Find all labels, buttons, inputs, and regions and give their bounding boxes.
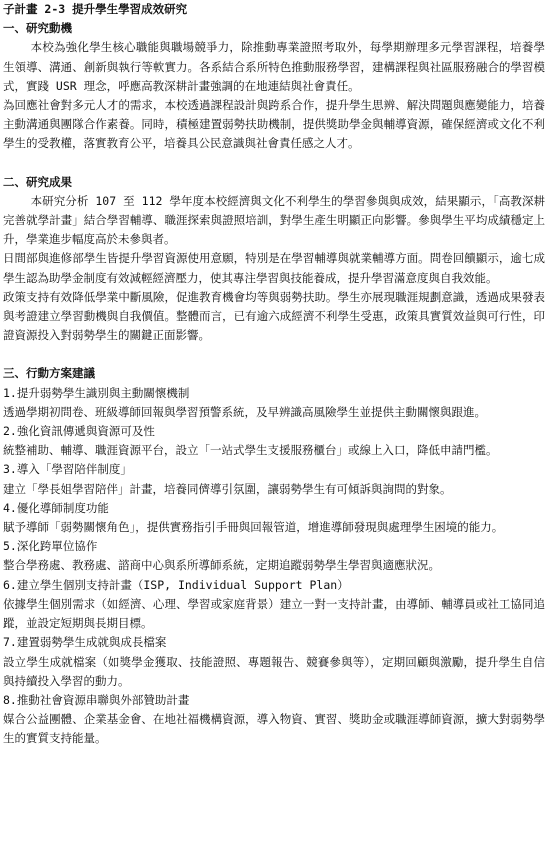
action-item [3, 422, 545, 460]
action-item-body: 透過學期初問卷、班級導師回報與學習預警系統，及早辨識高風險學生並提供主動關懷與跟進。 [3, 404, 486, 419]
spacer [3, 345, 545, 364]
action-item-body: 整合學務處、教務處、諮商中心與系所導師系統，定期追蹤弱勢學生學習與適應狀況。 [3, 558, 440, 573]
section-heading-results: 二、研究成果 [3, 174, 72, 189]
section-heading-motivation: 一、研究動機 [3, 21, 72, 36]
action-item-title: 6.建立學生個別支持計畫（ISP, Individual Support Plan） [3, 577, 349, 592]
action-item-body: 統整補助、輔導、職涯資源平台，設立「一站式學生支援服務櫃台」或線上入口，降低申請門檻。 [3, 443, 498, 458]
section-heading-actions: 三、行動方案建議 [3, 366, 95, 381]
action-item-title: 4.優化導師制度功能 [3, 500, 109, 515]
action-item-body: 建立「學長姐學習陪伴」計畫，培養同儕導引氛圍，讓弱勢學生有可傾訴與詢問的對象。 [3, 481, 452, 496]
results-paragraph-3: 政策支持有效降低學業中斷風險，促進教育機會均等與弱勢扶助。學生亦展現職涯規劃意識，透過成果發表與考證建立學習動機與自我價值。整體而言，已有逾六成經濟不利學生受惠，政策具實質效益與可行性，印證資源投入對弱勢學生的關鍵正面影響。 [3, 289, 545, 343]
action-item [3, 384, 545, 422]
action-item [3, 537, 545, 575]
action-item-body: 設立學生成就檔案（如獎學金獲取、技能證照、專題報告、競賽參與等），定期回顧與激勵，提升學生自信與持續投入學習的動力。 [3, 654, 545, 688]
action-item-body: 依據學生個別需求（如經濟、心理、學習或家庭背景）建立一對一支持計畫，由導師、輔導員或社工協同追蹤，並設定短期與長期目標。 [3, 596, 545, 631]
action-item-title: 8.推動社會資源串聯與外部贊助計畫 [3, 692, 190, 707]
action-item-title: 1.提升弱勢學生識別與主動關懷機制 [3, 385, 190, 400]
action-item-title: 2.強化資訊傳遞與資源可及性 [3, 424, 155, 439]
action-item-title: 7.建置弱勢學生成就與成長檔案 [3, 635, 167, 650]
action-item [3, 633, 545, 691]
action-item-body: 賦予導師「弱勢關懷角色」，提供實務指引手冊與回報管道，增進導師發現與處理學生困境的能力。 [3, 520, 504, 535]
action-item-title: 5.深化跨單位協作 [3, 539, 98, 554]
spacer [3, 154, 545, 173]
motivation-paragraph-2: 為回應社會對多元人才的需求，本校透過課程設計與跨系合作，提升學生思辨、解決問題與應變能力，培養主動溝通與團隊合作素養。同時，積極建置弱勢扶助機制，提供獎助學金與輔導資源，確保經濟或文化不利學生的受教權，落實教育公平，培養具公民意識與社會責任感之人才。 [3, 98, 545, 151]
action-item [3, 691, 545, 749]
action-item [3, 499, 545, 537]
results-paragraph-1: 本研究分析 107 至 112 學年度本校經濟與文化不利學生的學習參與與成效，結果顯示，「高教深耕完善就學計畫」結合學習輔導、職涯探索與證照培訓，對學生產生明顯正向影響。參與學生平均成績穩定上升，學業進步幅度高於未參與者。 [3, 193, 545, 247]
results-paragraph-2: 日間部與進修部學生皆提升學習資源使用意願，特別是在學習輔導與就業輔導方面。問卷回饋顯示，逾七成學生認為助學金制度有效減輕經濟壓力，使其專注學習與技能養成，提升學習滿意度與自我效能。 [3, 251, 545, 285]
action-item [3, 460, 545, 498]
action-item-title: 3.導入「學習陪伴制度」 [3, 462, 132, 477]
action-item-body: 媒合公益團體、企業基金會、在地社福機構資源，導入物資、實習、獎助金或職涯導師資源，擴大對弱勢學生的實質支持能量。 [3, 712, 545, 746]
document-title: 子計畫 2-3 提升學生學習成效研究 [3, 2, 188, 16]
motivation-paragraph-1: 本校為強化學生核心職能與職場競爭力，除推動專業證照考取外，每學期辦理多元學習課程，培養學生領導、溝通、創新與執行等軟實力。各系結合系所特色推動服務學習，建構課程與社區服務融合的學習模式，實踐 USR 理念，呼應高教深耕計畫強調的在地連結與社會責任。 [3, 40, 545, 93]
action-item [3, 576, 545, 634]
